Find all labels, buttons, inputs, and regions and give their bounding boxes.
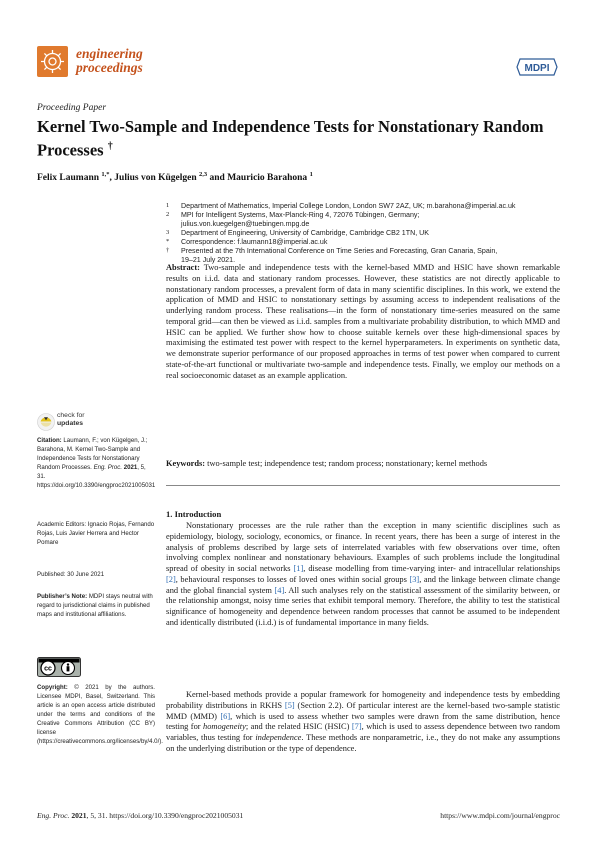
abstract-text: to nonstationary settings by assuming access to independent realisations of the underlying random process. These realisations—in the form of nonstationary time-series measured on the same temporal grid—can then be viewed as i.i.d. samples from a multivariate probability distribution, to which bbox=[166, 295, 560, 326]
paragraph-text: , which is used to assess whether two samples were drawn from the same distribution, hence testing for bbox=[166, 711, 560, 732]
keywords bbox=[166, 459, 560, 470]
citation-link[interactable]: [2] bbox=[166, 574, 176, 584]
check-updates-icon bbox=[37, 412, 55, 432]
mdpi-logo bbox=[516, 58, 558, 76]
paper-title-text: Kernel Two-Sample and Independence Tests for Nonstationary Random Processes bbox=[37, 117, 544, 160]
abstract-term: MMD bbox=[217, 295, 239, 305]
paragraph-text: ) bbox=[346, 722, 352, 732]
intro-paragraph-2 bbox=[166, 690, 560, 755]
abstract-text: and bbox=[434, 263, 454, 272]
abstract-term: HSIC bbox=[453, 263, 473, 272]
abstract-term: MMD bbox=[413, 263, 435, 272]
abstract-text: and bbox=[238, 295, 259, 305]
paragraph-text: (Section 2.2). Of particular interest are the kernel-based two-sample statistic bbox=[294, 700, 560, 710]
footer-doi[interactable]: , 5, 31. https://doi.org/10.3390/engproc2021005031 bbox=[86, 811, 244, 820]
author-separator: and bbox=[207, 173, 228, 184]
copyright-label: Copyright: bbox=[37, 684, 68, 691]
section-divider bbox=[166, 485, 560, 486]
publisher-note-label: Publisher’s Note: bbox=[37, 593, 88, 600]
proceeding-type: Proceeding Paper bbox=[37, 103, 107, 113]
copyright-notice bbox=[37, 683, 163, 746]
citation-journal: Eng. Proc. bbox=[93, 464, 123, 471]
citation-year: 2021 bbox=[122, 464, 138, 471]
abstract-term: HSIC bbox=[166, 327, 186, 337]
citation-label: Citation: bbox=[37, 437, 62, 444]
copyright-text: © 2021 by the authors. Licensee MDPI, Basel, Switzerland. This article is an open access article distributed under the terms and conditions of the Creative Commons Attribution (CC BY) license (https://creativecommons.org/licenses/by/4.0/). bbox=[37, 684, 163, 745]
abstract-term: HSIC bbox=[258, 295, 278, 305]
author-affiliation-mark: 2,3 bbox=[199, 171, 208, 178]
citation-link[interactable]: [5] bbox=[284, 700, 295, 710]
emphasis: homogeneity bbox=[203, 722, 246, 732]
author-separator: , bbox=[109, 173, 115, 184]
author-name[interactable]: Felix Laumann bbox=[37, 173, 100, 184]
check-updates-label bbox=[57, 412, 85, 428]
paragraph-text: , and the linkage between climate change and the global financial system bbox=[166, 574, 560, 595]
abstract-text: Two-sample and independence tests with the kernel-based bbox=[199, 263, 414, 272]
author-name[interactable]: Mauricio Barahona bbox=[227, 173, 308, 184]
affiliation-text: Department of Mathematics, Imperial College London, London SW7 2AZ, UK; m.barahona@imperial.ac.uk bbox=[181, 202, 516, 210]
correspondence-text[interactable]: Correspondence: f.laumann18@imperial.ac.uk bbox=[181, 238, 328, 246]
abbreviation: HSIC bbox=[327, 722, 347, 732]
paragraph-text: ) bbox=[214, 711, 221, 721]
affiliation-mark: 2 bbox=[166, 211, 170, 218]
footer-citation bbox=[37, 811, 243, 820]
abbreviation: RKHS bbox=[259, 700, 283, 710]
journal-logo-icon bbox=[37, 46, 68, 77]
abstract-text: can be applied. We further show how to choose suitable kernels over these high-dimensional spaces by maximising the estimated test power with respect to the kernel hyperparameters. In experiments on synthetic data, we demonstrate superior performance of our proposed approaches in terms of test power when compared to current state-of-the-art functional or multivariate two-sample and independence tests. Finally, we employ our methods on a real socioeconomic dataset as an example application. bbox=[166, 327, 560, 380]
abstract-text: and bbox=[545, 316, 560, 326]
cc-by-license-icon[interactable] bbox=[37, 657, 81, 677]
paper-title bbox=[37, 117, 562, 161]
citation-text: Laumann, F.; von Kügelgen, J.; Barahona, M. Kernel Two-Sample and Independence Tests for Nonstationary Random Processes. bbox=[37, 437, 148, 471]
citation-doi[interactable]: , 5, 31. https://doi.org/10.3390/engproc2021005031 bbox=[37, 464, 156, 489]
published-date: Published: 30 June 2021 bbox=[37, 571, 105, 578]
citation-link[interactable]: [7] bbox=[351, 722, 362, 732]
keywords-text: two-sample test; independence test; random process; nonstationary; kernel methods bbox=[205, 459, 488, 468]
paragraph-text: , which is used to assess dependence between two random variables, thus testing for bbox=[166, 722, 560, 742]
affiliation-mark: 3 bbox=[166, 229, 170, 236]
paragraph-text: Nonstationary processes are the rule rather than the exception in many scientific disciplines such as epidemiology, biology, sociology, economics, or finance. In recent years, there has been a surge of interest in the analysis of problems described by large sets of interrelated variables with few observations over time, often involving complex nonlinear and nonstationary behaviours. Examples of such problems include the longitudinal spread of obesity in social networks bbox=[166, 521, 560, 573]
title-footnote-mark: † bbox=[107, 141, 113, 152]
abbreviation: HSIC bbox=[303, 722, 323, 732]
author-affiliation-mark: 1 bbox=[309, 171, 313, 178]
check-for-updates-button[interactable] bbox=[37, 411, 127, 433]
author-name[interactable]: Julius von Kügelgen bbox=[114, 173, 197, 184]
affiliation-mark: 1 bbox=[166, 202, 170, 209]
citation-link[interactable]: [4] bbox=[274, 585, 285, 595]
cc-text: cc bbox=[44, 665, 52, 673]
paragraph-text: . All such analyses rely on the statistical assessment of the similarity between, or the relationship amongst, noisy time series that exhibit temporal memory. Therefore, the ability to test the statistical significance of homogeneity and dependence between random processes that cannot be assumed to be independent and identically distributed (i.i.d.) is of fundamental importance in many fields. bbox=[166, 585, 560, 627]
paragraph-text: . These methods are nonparametric, i.e., they do not make any assumptions on the underlying distribution or the type of dependence. bbox=[166, 733, 560, 753]
abbreviation: MMD bbox=[166, 711, 187, 721]
journal-name-line2: proceedings bbox=[76, 60, 143, 75]
correspondence-mark: * bbox=[166, 238, 170, 245]
emphasis: independence bbox=[255, 733, 302, 742]
check-updates-line1: check for bbox=[57, 412, 85, 419]
affiliation-text: Department of Engineering, University of Cambridge, Cambridge CB2 1TN, UK bbox=[181, 229, 429, 237]
paragraph-text: , disease modelling from time-varying inter- and intracellular relationships bbox=[303, 564, 561, 573]
check-updates-line2: updates bbox=[57, 420, 84, 427]
presentation-note-text: 19–21 July 2021. bbox=[181, 256, 236, 264]
mdpi-logo-text: MDPI bbox=[524, 63, 550, 74]
citation-link[interactable]: [1] bbox=[293, 564, 304, 573]
journal-name-line1: engineering bbox=[76, 46, 143, 61]
journal-name bbox=[76, 47, 143, 75]
publisher-note bbox=[37, 592, 155, 619]
section-heading: 1. Introduction bbox=[166, 509, 222, 519]
academic-editors: Academic Editors: Ignacio Rojas, Fernando Rojas, Luis Javier Herrera and Hector Pomare bbox=[37, 521, 155, 546]
publisher-note-text: MDPI stays neutral with regard to jurisdictional claims in published maps and institutional affiliations. bbox=[37, 593, 153, 618]
intro-paragraph-1 bbox=[166, 521, 560, 629]
abstract bbox=[166, 263, 560, 381]
author-affiliation-mark: 1,* bbox=[101, 171, 110, 178]
presentation-note-text: Presented at the 7th International Conference on Time Series and Forecasting, Gran Canaria, Spain, bbox=[181, 247, 498, 255]
footer-journal: Eng. Proc. bbox=[37, 811, 70, 820]
citation-link[interactable]: [6] bbox=[220, 711, 231, 721]
keywords-label: Keywords: bbox=[166, 459, 206, 468]
abbreviation: MMD bbox=[193, 711, 215, 721]
paragraph-text: Kernel-based methods provide a popular framework for homogeneity and independence tests by embedding probability distributions in bbox=[166, 690, 560, 710]
footer-year: 2021 bbox=[69, 811, 87, 820]
citation-link[interactable]: [3] bbox=[409, 574, 420, 584]
abstract-term: MMD bbox=[524, 316, 546, 326]
abstract-text: have shown remarkable results on i.i.d. data and stationary random processes. However, these statistics are not directly applicable to nonstationary random processes, a prevalent form of data in many scientific disciplines. In this work, we extend the application of bbox=[166, 263, 560, 305]
paragraph-text: ( bbox=[322, 722, 328, 732]
abstract-label: Abstract: bbox=[166, 263, 200, 272]
footer-journal-url[interactable]: https://www.mdpi.com/journal/engproc bbox=[440, 811, 560, 820]
affiliation-email[interactable]: julius.von.kuegelgen@tuebingen.mpg.de bbox=[181, 220, 310, 228]
affiliation-text: MPI for Intelligent Systems, Max-Planck-Ring 4, 72076 Tübingen, Germany; bbox=[181, 211, 420, 219]
paragraph-text: ( bbox=[186, 711, 194, 721]
presentation-note-mark: † bbox=[166, 247, 170, 254]
citation-block bbox=[37, 436, 155, 490]
paragraph-text: ; and the related bbox=[245, 722, 304, 732]
paragraph-text: , behavioural responses to losses of loved ones within social groups bbox=[175, 574, 410, 584]
author-list bbox=[37, 171, 313, 183]
